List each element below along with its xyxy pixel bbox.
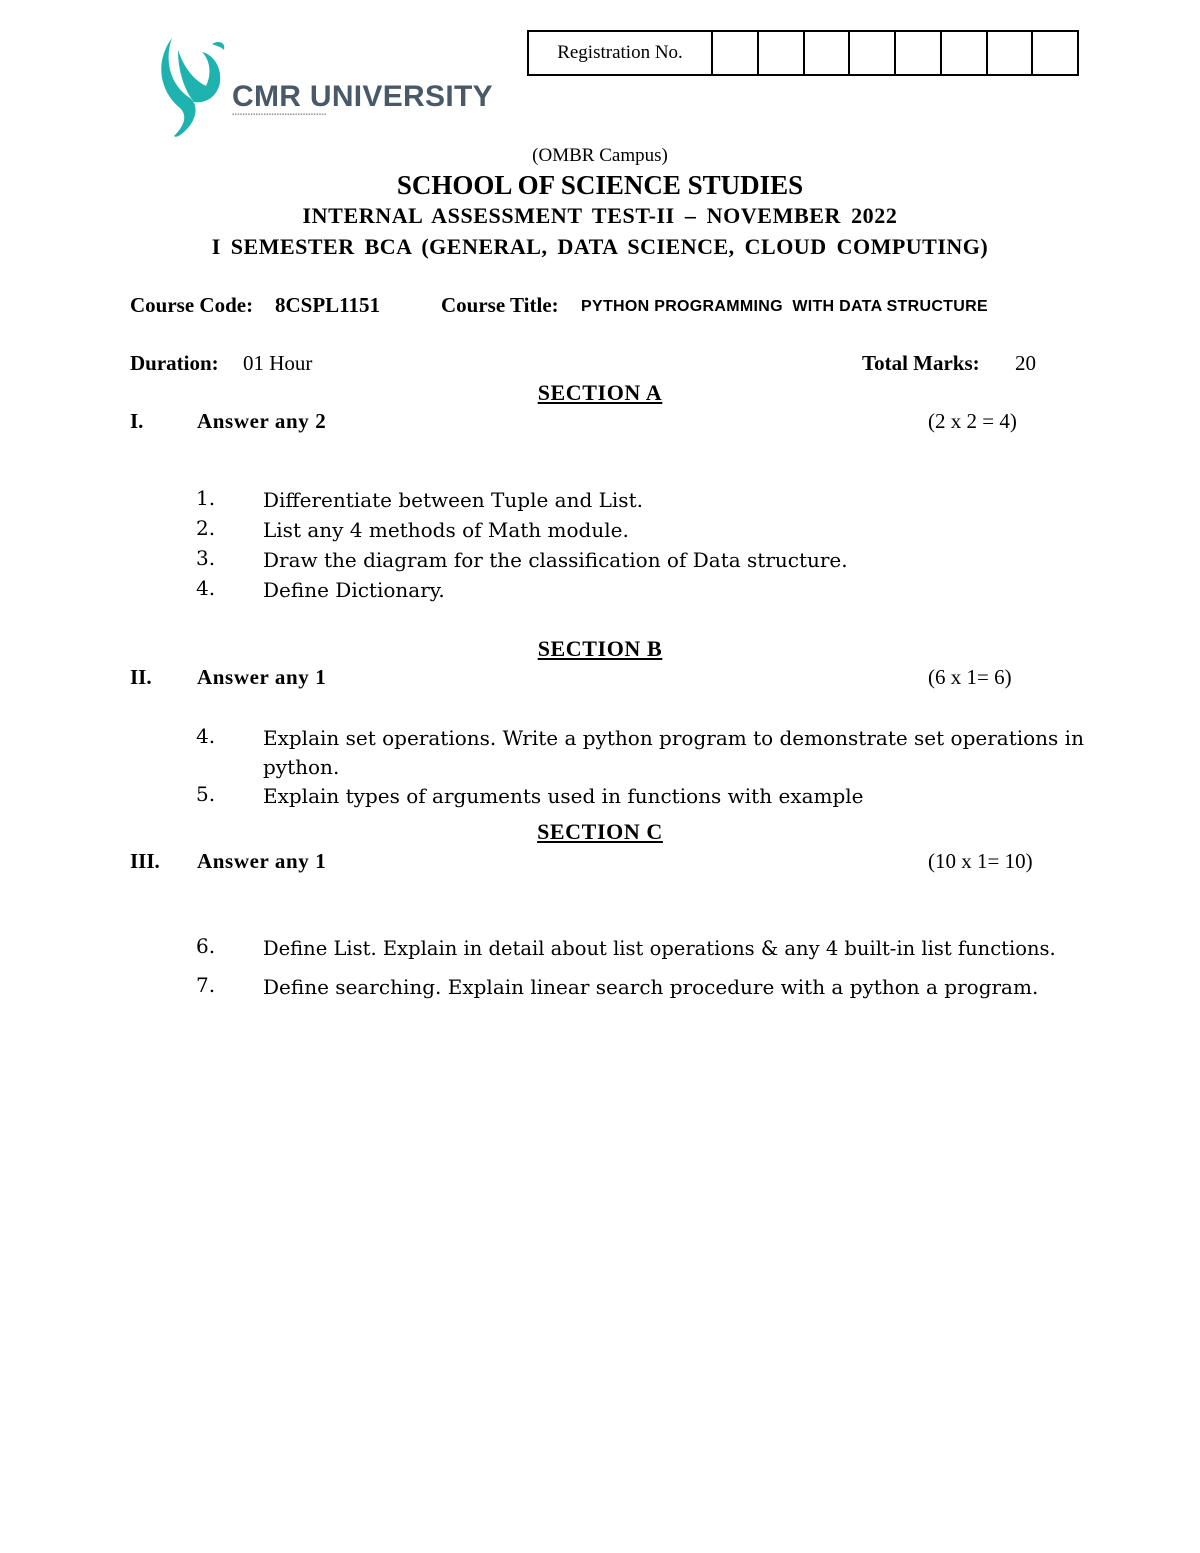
question-text: Draw the diagram for the classification of Data structure. [263, 548, 848, 572]
section-c-roman: III. [130, 849, 160, 873]
logo-wordmark: CMR UNIVERSITY [232, 80, 493, 113]
section-a-title: SECTION A [537, 380, 663, 405]
section-a-roman: I. [130, 409, 144, 433]
question-text: Define Dictionary. [263, 578, 445, 602]
course-code: 8CSPL1151 [275, 293, 381, 317]
section-c-title: SECTION C [537, 819, 663, 844]
section-b-roman: II. [130, 665, 152, 689]
question-number: 5. [196, 782, 216, 806]
logo-tagline-graphic: ▪▪▪▪▪▪▪▪▪▪▪▪▪▪▪▪▪▪▪▪▪▪▪▪▪▪▪▪▪▪▪▪▪▪▪▪ [232, 112, 327, 118]
course-title-label: Course Title: [441, 293, 559, 317]
course-code-label: Course Code: [130, 293, 254, 317]
question-text: Define searching. Explain linear search procedure with a python a program. [263, 975, 1039, 999]
duration-label: Duration: [130, 351, 219, 375]
registration-digit-box[interactable] [896, 32, 942, 74]
total-marks-value: 20 [1015, 351, 1036, 375]
registration-label: Registration No. [529, 32, 713, 74]
question-number: 7. [196, 973, 216, 997]
duration-value: 01 Hour [243, 351, 313, 375]
school-name: SCHOOL OF SCIENCE STUDIES [396, 170, 804, 200]
question-text: Explain set operations. Write a python program to demonstrate set operations in python. [263, 726, 1084, 779]
question-number: 4. [196, 724, 216, 748]
registration-box [527, 30, 1079, 76]
registration-digit-box[interactable] [759, 32, 805, 74]
section-c-instruction: Answer any 1 [197, 849, 327, 873]
registration-digit-box[interactable] [988, 32, 1034, 74]
question-number: 3. [196, 546, 216, 570]
question-number: 1. [196, 486, 216, 510]
section-a-instruction: Answer any 2 [197, 409, 327, 433]
section-b-title: SECTION B [537, 636, 663, 661]
question-number: 2. [196, 516, 216, 540]
registration-digit-box[interactable] [850, 32, 896, 74]
question-text: Explain types of arguments used in functions with example [263, 784, 864, 808]
test-title: INTERNAL ASSESSMENT TEST-II – NOVEMBER 2022 [302, 203, 898, 228]
section-a-marks: (2 x 2 = 4) [928, 409, 1017, 433]
section-c-marks: (10 x 1= 10) [928, 849, 1033, 873]
course-title: PYTHON PROGRAMMING WITH DATA STRUCTURE [581, 298, 988, 315]
question-text: Differentiate between Tuple and List. [263, 488, 643, 512]
total-marks-label: Total Marks: [862, 351, 980, 375]
campus-name: (OMBR Campus) [532, 145, 668, 166]
section-b-instruction: Answer any 1 [197, 665, 327, 689]
question-text: List any 4 methods of Math module. [263, 518, 629, 542]
question-number: 6. [196, 934, 216, 958]
section-b-marks: (6 x 1= 6) [928, 665, 1012, 689]
semester-title: I SEMESTER BCA (GENERAL, DATA SCIENCE, CLOUD COMPUTING) [211, 234, 989, 259]
question-text: Define List. Explain in detail about list operations & any 4 built-in list functions. [263, 937, 1056, 960]
registration-digit-box[interactable] [713, 32, 759, 74]
registration-digit-box[interactable] [805, 32, 851, 74]
question-number: 4. [196, 576, 216, 600]
registration-digit-box[interactable] [1033, 32, 1077, 74]
registration-digit-box[interactable] [942, 32, 988, 74]
